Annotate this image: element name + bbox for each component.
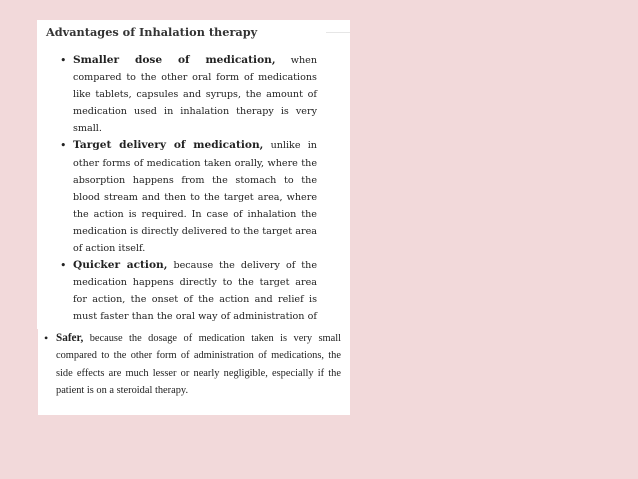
safer-card: [38, 329, 350, 415]
title-divider: [326, 32, 350, 33]
advantages-list: [59, 52, 317, 329]
list-item: [59, 137, 317, 257]
item-heading: Smaller dose of medication,: [73, 54, 276, 66]
list-item: [44, 330, 341, 400]
advantages-card: [37, 20, 350, 329]
item-text: because the dosage of medication taken is very small compared to the other form of administration of medications, the side effects are much lesser or nearly negligible, especially if the patient is on a steroidal therapy.: [56, 333, 341, 397]
item-text: because the delivery of the medication happens directly to the target area for action, the onset of the action and relief is must faster than the oral way of administration of: [73, 260, 318, 323]
item-heading: Target delivery of medication,: [73, 139, 264, 152]
item-text: unlike in other forms of medication taken orally, where the absorption happens from the stomach to the blood stream and then to the target area, where the action is required. In case of inhalation the medication is directly delivered to the target area of action itself.: [73, 140, 317, 255]
item-text: when compared to the other oral form of medications like tablets, capsules and syrups, the amount of medication used in inhalation therapy is very small.: [73, 55, 318, 135]
item-heading: Safer,: [56, 332, 84, 344]
card-title: Advantages of Inhalation therapy: [46, 25, 258, 39]
list-item: [59, 52, 317, 137]
item-heading: Quicker action,: [73, 259, 168, 272]
list-item: [59, 257, 317, 329]
